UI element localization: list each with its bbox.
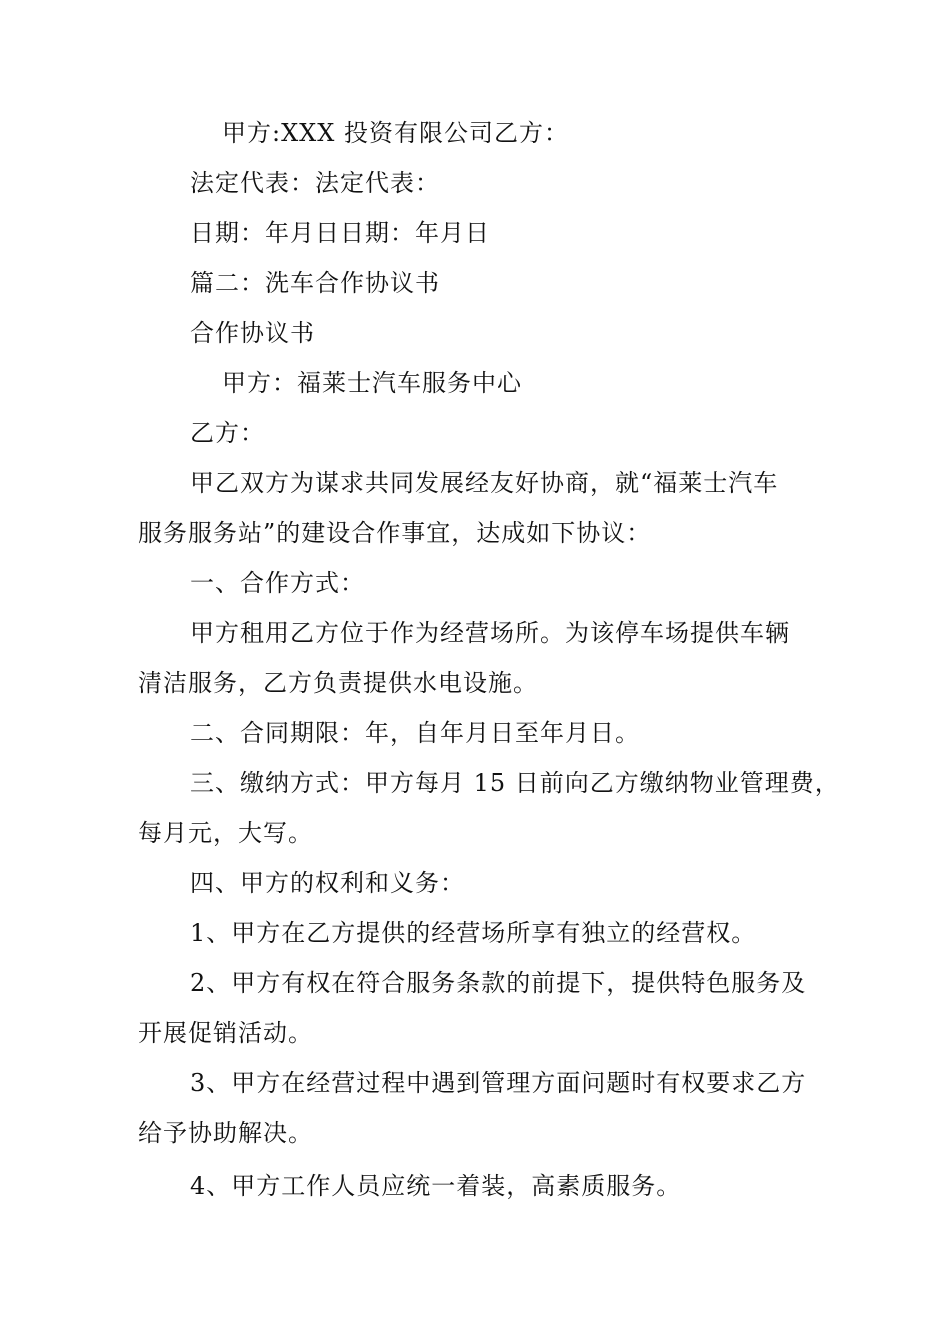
section-four-heading: 四、甲方的权利和义务： bbox=[190, 869, 465, 897]
item-two-line-2: 开展促销活动。 bbox=[138, 1019, 313, 1047]
item-three-line-2: 给予协助解决。 bbox=[138, 1119, 313, 1147]
party-a-line: 甲方：福莱士汽车服务中心 bbox=[222, 369, 522, 397]
party-a-header-line: 甲方:XXX 投资有限公司乙方： bbox=[222, 119, 569, 147]
party-b-line: 乙方： bbox=[190, 419, 265, 447]
chapter-two-title: 篇二：洗车合作协议书 bbox=[190, 269, 440, 297]
section-two-line: 二、合同期限：年，自年月日至年月日。 bbox=[190, 719, 640, 747]
item-four-line: 4、甲方工作人员应统一着装，高素质服务。 bbox=[190, 1172, 682, 1200]
section-three-line-2: 每月元，大写。 bbox=[138, 819, 313, 847]
section-three-line-1: 三、缴纳方式：甲方每月 15 日前向乙方缴纳物业管理费， bbox=[190, 769, 840, 797]
item-two-line-1: 2、甲方有权在符合服务条款的前提下，提供特色服务及 bbox=[190, 969, 807, 997]
intro-paragraph-line-1: 甲乙双方为谋求共同发展经友好协商，就“福莱士汽车 bbox=[190, 469, 779, 497]
item-three-line-1: 3、甲方在经营过程中遇到管理方面问题时有权要求乙方 bbox=[190, 1069, 807, 1097]
section-one-line-2: 清洁服务，乙方负责提供水电设施。 bbox=[138, 669, 538, 697]
section-one-line-1: 甲方租用乙方位于作为经营场所。为该停车场提供车辆 bbox=[190, 619, 790, 647]
intro-paragraph-line-2: 服务服务站”的建设合作事宜，达成如下协议： bbox=[138, 519, 652, 547]
item-one-line: 1、甲方在乙方提供的经营场所享有独立的经营权。 bbox=[190, 919, 757, 947]
agreement-title: 合作协议书 bbox=[190, 319, 315, 347]
section-one-heading: 一、合作方式： bbox=[190, 569, 365, 597]
date-line: 日期：年月日日期：年月日 bbox=[190, 219, 490, 247]
legal-representative-line: 法定代表：法定代表： bbox=[190, 169, 440, 197]
